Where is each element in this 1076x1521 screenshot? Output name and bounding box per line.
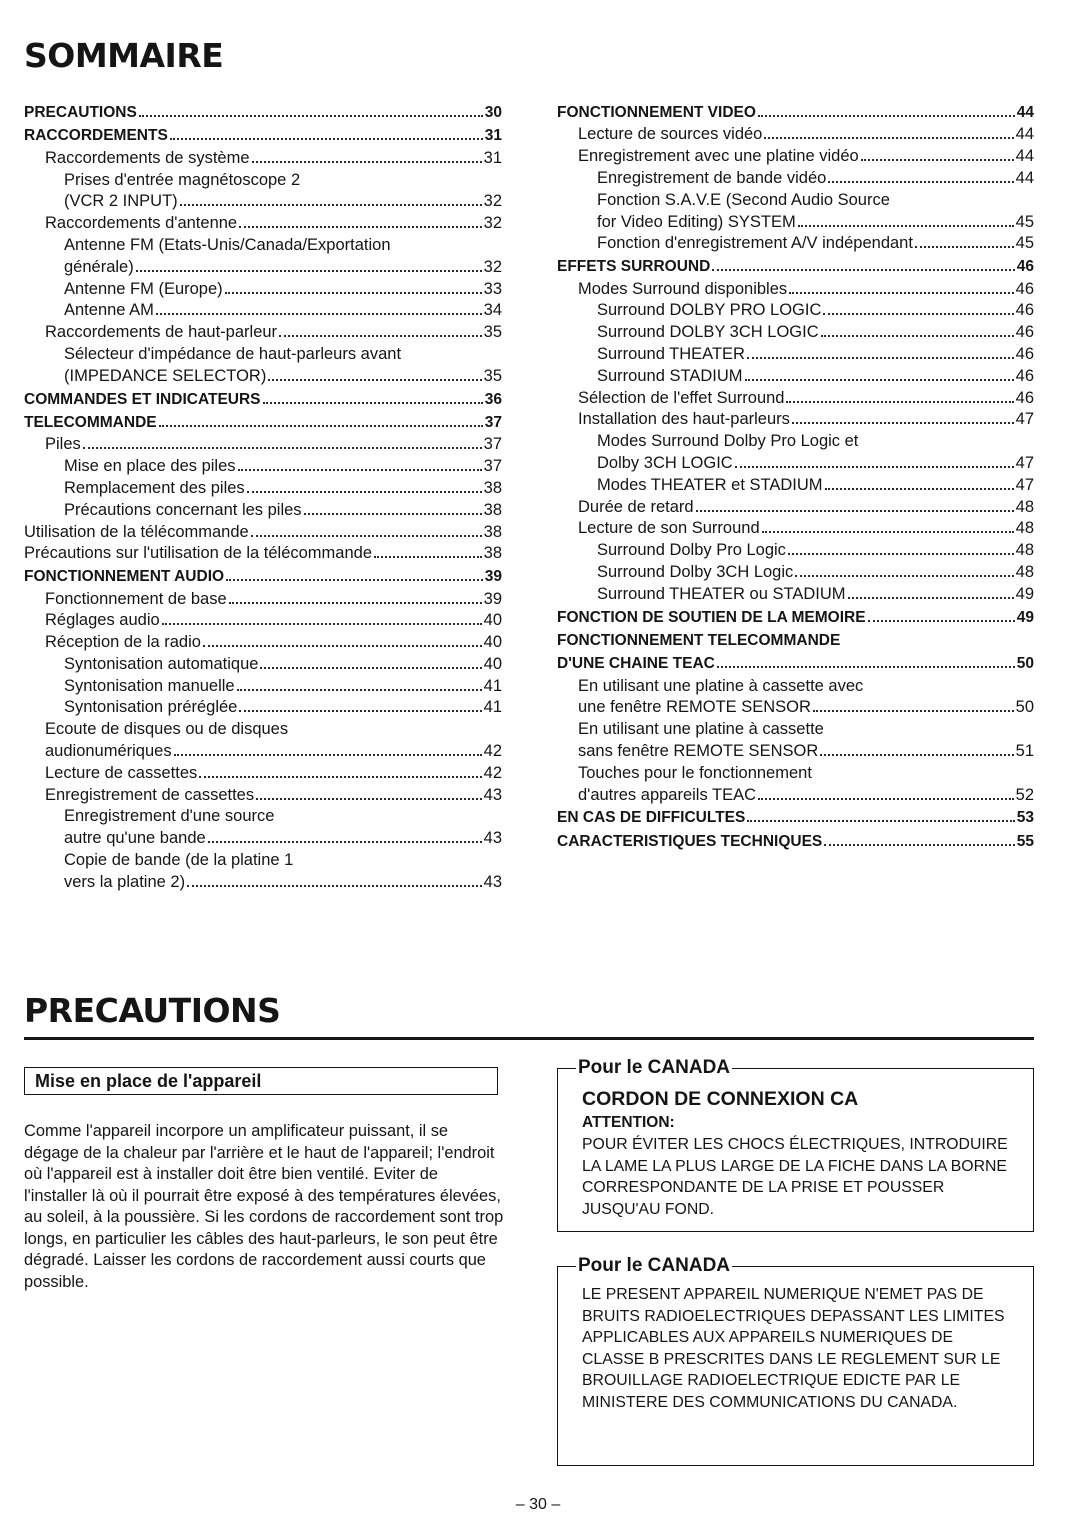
toc-entry — [24, 478, 502, 500]
toc-entry — [24, 828, 502, 850]
toc-leader-dots — [156, 313, 482, 315]
toc-entry-text: Fonction S.A.V.E (Second Audio Source — [597, 190, 890, 209]
toc-entry-text: Sélecteur d'impédance de haut-parleurs avant — [64, 344, 402, 363]
toc-page-number: 55 — [1016, 832, 1034, 850]
section-divider — [24, 1037, 1034, 1040]
toc-entry — [24, 565, 502, 588]
toc-entry — [557, 497, 1034, 519]
toc-entry-text: EFFETS SURROUND — [557, 258, 711, 276]
toc-leader-dots — [848, 597, 1014, 599]
notice-attention-label: ATTENTION: — [582, 1114, 675, 1131]
toc-entry — [24, 872, 502, 894]
toc-leader-dots — [268, 379, 481, 381]
toc-entry — [557, 475, 1034, 497]
toc-entry-text: (IMPEDANCE SELECTOR) — [64, 366, 267, 385]
toc-entry — [24, 101, 502, 124]
toc-page-number: 52 — [1015, 785, 1034, 804]
toc-entry — [557, 562, 1034, 584]
toc-page-number: 41 — [483, 698, 502, 717]
toc-entry — [557, 697, 1034, 719]
toc-page-number: 46 — [1015, 301, 1034, 320]
toc-entry-text: CARACTERISTIQUES TECHNIQUES — [557, 832, 823, 850]
toc-leader-dots — [208, 841, 482, 843]
toc-entry — [557, 366, 1034, 388]
toc-entry — [24, 806, 502, 828]
toc-entry-text: COMMANDES ET INDICATEURS — [24, 390, 261, 408]
toc-entry-text: Enregistrement de bande vidéo — [597, 168, 827, 187]
toc-leader-dots — [159, 425, 483, 427]
toc-leader-dots — [260, 667, 481, 669]
toc-entry — [557, 652, 1034, 675]
toc-entry — [24, 522, 502, 544]
toc-page-number: 46 — [1015, 366, 1034, 385]
toc-entry-text: EN CAS DE DIFFICULTES — [557, 809, 746, 827]
toc-entry-text: Raccordements d'antenne — [45, 214, 238, 233]
toc-leader-dots — [237, 689, 482, 691]
toc-entry — [557, 255, 1034, 278]
toc-entry — [557, 540, 1034, 562]
toc-entry-text: FONCTIONNEMENT VIDEO — [557, 104, 756, 121]
toc-entry-text: Surround Dolby 3CH Logic — [597, 562, 794, 581]
toc-leader-dots — [256, 798, 482, 800]
toc-page-number: 46 — [1016, 258, 1034, 276]
toc-entry — [24, 148, 502, 170]
toc-page-number: 31 — [484, 127, 502, 145]
toc-entry-text: Surround DOLBY 3CH LOGIC — [597, 323, 819, 342]
toc-entry-text: Lecture de sources vidéo — [578, 125, 763, 144]
toc-page-number: 42 — [483, 763, 502, 782]
toc-entry-text: Antenne FM (Etats-Unis/Canada/Exportation — [64, 235, 391, 254]
toc-leader-dots — [263, 402, 483, 404]
toc-entry-text: générale) — [64, 257, 134, 276]
toc-entry-text: Modes Surround disponibles — [578, 279, 788, 298]
toc-leader-dots — [747, 357, 1014, 359]
toc-entry — [24, 543, 502, 565]
notice-legend: Pour le CANADA — [578, 1255, 731, 1276]
toc-leader-dots — [825, 488, 1014, 490]
toc-entry-text: Dolby 3CH LOGIC — [597, 453, 733, 472]
toc-page-number: 53 — [1016, 809, 1034, 827]
toc-entry-text: Surround Dolby Pro Logic — [597, 541, 786, 560]
installation-body-text: Comme l'appareil incorpore un amplificateur puissant, il se dégage de la chaleur par l'arrière et le haut de l'appareil; l'endroit où l'appareil est à installer doit être bien ventilé. Eviter de l'installer là où il pourrait être exposé à des températures élevées, au soleil, à la poussière. Si les cordons de raccordement sont trop longs, en particulier les câbles des haut-parleurs, le son peut être dégradé. Laisser les cordons de raccordement aussi courts que possible. — [24, 1122, 504, 1291]
toc-entry — [557, 629, 1034, 652]
toc-entry — [557, 168, 1034, 190]
toc-leader-dots — [915, 246, 1014, 248]
toc-entry — [24, 322, 502, 344]
toc-entry — [24, 213, 502, 235]
toc-entry-text: Syntonisation automatique — [64, 654, 259, 673]
toc-page-number: 47 — [1015, 410, 1034, 429]
toc-entry-text: (VCR 2 INPUT) — [64, 192, 178, 211]
toc-page-number: 46 — [1015, 279, 1034, 298]
toc-page-number: 46 — [1015, 344, 1034, 363]
toc-leader-dots — [868, 620, 1015, 622]
toc-entry-text: Installation des haut-parleurs — [578, 410, 790, 429]
toc-entry — [557, 830, 1034, 853]
notice-heading: CORDON DE CONNEXION CA — [582, 1088, 859, 1110]
toc-entry — [24, 388, 502, 411]
toc-leader-dots — [795, 575, 1013, 577]
toc-entry-text: une fenêtre REMOTE SENSOR — [578, 698, 811, 717]
toc-entry — [557, 279, 1034, 301]
toc-leader-dots — [789, 292, 1014, 294]
toc-entry-text: Enregistrement avec une platine vidéo — [578, 147, 859, 166]
toc-page-number: 40 — [483, 611, 502, 630]
page-number: – 30 – — [515, 1496, 561, 1513]
toc-page-number: 40 — [483, 633, 502, 652]
toc-leader-dots — [238, 469, 482, 471]
toc-leader-dots — [251, 535, 482, 537]
toc-leader-dots — [247, 491, 482, 493]
toc-page-number: 49 — [1015, 584, 1034, 603]
toc-entry-text: FONCTIONNEMENT AUDIO — [24, 568, 225, 586]
toc-leader-dots — [735, 466, 1014, 468]
toc-leader-dots — [252, 161, 482, 163]
toc-entry-text: d'autres appareils TEAC — [578, 785, 757, 804]
toc-entry-text: Modes THEATER et STADIUM — [597, 475, 823, 494]
toc-entry-text: Enregistrement d'une source — [64, 807, 275, 826]
toc-entry-text: Réception de la radio — [45, 633, 201, 652]
toc-entry — [24, 654, 502, 676]
toc-entry — [24, 124, 502, 147]
toc-entry-text: En utilisant une platine à cassette avec — [578, 676, 864, 695]
toc-entry — [24, 676, 502, 698]
toc-leader-dots — [820, 754, 1013, 756]
toc-page-number: 37 — [483, 435, 502, 454]
toc-page-number: 48 — [1015, 497, 1034, 516]
toc-page-number: 47 — [1015, 453, 1034, 472]
toc-page-number: 44 — [1015, 147, 1034, 166]
toc-page-number: 50 — [1016, 655, 1034, 673]
toc-page-number: 44 — [1015, 168, 1034, 187]
toc-page-number: 46 — [1015, 388, 1034, 407]
toc-entry — [557, 146, 1034, 168]
toc-entry-text: En utilisant une platine à cassette — [578, 720, 824, 739]
toc-entry — [24, 235, 502, 257]
toc-page-number: 30 — [484, 104, 502, 121]
installation-box-title: Mise en place de l'appareil — [24, 1067, 498, 1095]
toc-entry — [557, 322, 1034, 344]
toc-leader-dots — [747, 820, 1014, 822]
toc-page-number: 49 — [1016, 608, 1034, 626]
toc-entry — [557, 344, 1034, 366]
toc-entry-text: Sélection de l'effet Surround — [578, 388, 785, 407]
toc-entry-text: Modes Surround Dolby Pro Logic et — [597, 432, 859, 451]
toc-page-number: 48 — [1015, 519, 1034, 538]
sommaire-title: SOMMAIRE — [24, 36, 224, 75]
toc-entry-text: Réglages audio — [45, 611, 160, 630]
toc-entry-text: Ecoute de disques ou de disques — [45, 720, 289, 739]
toc-entry-text: Surround THEATER — [597, 344, 745, 363]
toc-entry — [557, 233, 1034, 255]
toc-entry — [557, 212, 1034, 234]
toc-entry — [24, 589, 502, 611]
toc-leader-dots — [786, 401, 1013, 403]
notice-text: POUR ÉVITER LES CHOCS ÉLECTRIQUES, INTRODUIRE LA LAME LA PLUS LARGE DE LA FICHE DANS LA BORNE CORRESPONDANTE DE LA PRISE ET POUSSER JUSQU'AU FOND. — [582, 1136, 1008, 1218]
toc-page-number: 47 — [1015, 475, 1034, 494]
toc-page-number: 36 — [484, 390, 502, 408]
toc-entry — [24, 785, 502, 807]
toc-leader-dots — [861, 159, 1014, 161]
toc-entry-text: Antenne AM — [64, 301, 154, 320]
precautions-title: PRECAUTIONS — [24, 991, 281, 1030]
toc-entry-text: Mise en place des piles — [64, 457, 236, 476]
toc-entry — [557, 101, 1034, 124]
toc-leader-dots — [824, 844, 1015, 846]
toc-entry — [24, 411, 502, 434]
toc-page-number: 38 — [483, 478, 502, 497]
toc-entry-text: RACCORDEMENTS — [24, 127, 168, 145]
toc-page-number: 43 — [483, 829, 502, 848]
toc-leader-dots — [136, 270, 482, 272]
toc-entry — [24, 279, 502, 301]
toc-leader-dots — [696, 510, 1014, 512]
toc-entry — [557, 584, 1034, 606]
toc-page-number: 51 — [1015, 742, 1034, 761]
toc-entry — [557, 606, 1034, 629]
toc-entry — [24, 456, 502, 478]
toc-page-number: 48 — [1015, 562, 1034, 581]
toc-entry — [24, 191, 502, 213]
toc-left-column — [24, 101, 502, 894]
toc-page-number: 35 — [483, 366, 502, 385]
toc-entry-text: Précautions concernant les piles — [64, 500, 302, 519]
toc-page-number: 34 — [483, 301, 502, 320]
toc-entry-text: Fonctionnement de base — [45, 589, 227, 608]
toc-entry-text: Raccordements de système — [45, 148, 250, 167]
toc-entry-text: Précautions sur l'utilisation de la télécommande — [24, 544, 372, 563]
toc-entry-text: audionumériques — [45, 742, 172, 761]
toc-page-number: 44 — [1015, 125, 1034, 144]
toc-entry — [557, 409, 1034, 431]
toc-page-number: 43 — [483, 785, 502, 804]
toc-entry — [24, 366, 502, 388]
toc-leader-dots — [823, 313, 1013, 315]
toc-leader-dots — [187, 885, 482, 887]
toc-page-number: 32 — [483, 192, 502, 211]
toc-entry — [24, 300, 502, 322]
toc-entry — [557, 190, 1034, 212]
notice-text: LE PRESENT APPAREIL NUMERIQUE N'EMET PAS DE BRUITS RADIOELECTRIQUES DEPASSANT LES LIMITES APPLICABLES AUX APPAREILS NUMERIQUES DE CLASSE B PRESCRITES DANS LE REGLEMENT SUR LE BROUILLAGE RADIOELECTRIQUE EDICTE PAR LE MINISTERE DES COMMUNICATIONS DU CANADA. — [582, 1286, 1005, 1411]
toc-entry — [24, 763, 502, 785]
toc-page-number: 43 — [483, 872, 502, 891]
toc-page-number: 35 — [483, 323, 502, 342]
canada-ac-cord-notice — [557, 1057, 1034, 1232]
toc-entry-text: Remplacement des piles — [64, 478, 245, 497]
toc-entry-text: FONCTION DE SOUTIEN DE LA MEMOIRE — [557, 608, 866, 626]
toc-entry-text: Enregistrement de cassettes — [45, 785, 255, 804]
toc-leader-dots — [813, 710, 1014, 712]
toc-entry — [557, 719, 1034, 741]
toc-leader-dots — [745, 379, 1014, 381]
toc-leader-dots — [758, 798, 1014, 800]
toc-entry — [557, 676, 1034, 698]
toc-entry — [557, 300, 1034, 322]
toc-entry — [557, 431, 1034, 453]
toc-leader-dots — [792, 422, 1014, 424]
toc-entry-text: Raccordements de haut-parleur — [45, 323, 278, 342]
toc-entry-text: Syntonisation préréglée — [64, 698, 238, 717]
toc-leader-dots — [226, 579, 483, 581]
toc-entry — [557, 453, 1034, 475]
toc-leader-dots — [828, 181, 1013, 183]
toc-entry-text: PRECAUTIONS — [24, 104, 137, 121]
toc-page-number: 46 — [1015, 323, 1034, 342]
toc-entry-text: vers la platine 2) — [64, 872, 186, 891]
toc-leader-dots — [170, 138, 483, 140]
toc-page-number: 38 — [483, 500, 502, 519]
toc-leader-dots — [162, 623, 482, 625]
toc-leader-dots — [174, 754, 482, 756]
toc-page-number: 37 — [484, 413, 502, 431]
canada-digital-apparatus-notice — [557, 1255, 1034, 1466]
toc-entry — [557, 388, 1034, 410]
toc-entry — [557, 785, 1034, 807]
toc-leader-dots — [239, 226, 482, 228]
toc-leader-dots — [764, 137, 1013, 139]
toc-leader-dots — [798, 225, 1014, 227]
toc-leader-dots — [717, 666, 1015, 668]
toc-leader-dots — [225, 292, 482, 294]
toc-page-number: 48 — [1015, 541, 1034, 560]
toc-entry-text: Prises d'entrée magnétoscope 2 — [64, 170, 301, 189]
toc-leader-dots — [374, 556, 482, 558]
toc-entry — [24, 697, 502, 719]
toc-page-number: 39 — [484, 568, 502, 586]
toc-entry — [24, 257, 502, 279]
toc-page-number: 32 — [483, 214, 502, 233]
toc-entry — [557, 124, 1034, 146]
toc-entry — [24, 741, 502, 763]
toc-entry — [24, 500, 502, 522]
toc-page-number: 38 — [483, 544, 502, 563]
toc-entry — [24, 344, 502, 366]
toc-entry-text: Surround STADIUM — [597, 366, 743, 385]
toc-page-number: 42 — [483, 742, 502, 761]
notice-legend: Pour le CANADA — [578, 1057, 731, 1078]
toc-leader-dots — [821, 335, 1014, 337]
toc-page-number: 40 — [483, 654, 502, 673]
toc-page-number: 37 — [483, 457, 502, 476]
toc-entry — [557, 806, 1034, 829]
toc-entry-text: Piles — [45, 435, 81, 454]
toc-page-number: 39 — [483, 589, 502, 608]
toc-entry-text: TELECOMMANDE — [24, 413, 157, 431]
toc-entry — [24, 850, 502, 872]
toc-right-column — [557, 101, 1034, 853]
toc-entry-text: Copie de bande (de la platine 1 — [64, 851, 294, 870]
toc-page-number: 33 — [483, 279, 502, 298]
toc-entry-text: Utilisation de la télécommande — [24, 522, 249, 541]
toc-leader-dots — [239, 710, 481, 712]
toc-leader-dots — [279, 335, 482, 337]
toc-leader-dots — [758, 115, 1015, 117]
toc-leader-dots — [788, 553, 1014, 555]
toc-entry-text: D'UNE CHAINE TEAC — [557, 655, 715, 673]
toc-page-number: 32 — [483, 257, 502, 276]
toc-page-number: 44 — [1016, 104, 1034, 121]
toc-entry-text: Antenne FM (Europe) — [64, 279, 223, 298]
toc-entry — [557, 763, 1034, 785]
toc-entry-text: Syntonisation manuelle — [64, 676, 235, 695]
toc-entry-text: autre qu'une bande — [64, 829, 206, 848]
toc-entry-text: Surround THEATER ou STADIUM — [597, 584, 846, 603]
toc-leader-dots — [83, 447, 482, 449]
toc-leader-dots — [229, 602, 482, 604]
toc-leader-dots — [180, 204, 482, 206]
toc-leader-dots — [139, 115, 483, 117]
toc-entry-text: Lecture de son Surround — [578, 519, 760, 538]
toc-page-number: 41 — [483, 676, 502, 695]
toc-leader-dots — [199, 776, 481, 778]
toc-entry — [557, 518, 1034, 540]
toc-page-number: 31 — [483, 148, 502, 167]
toc-leader-dots — [762, 531, 1014, 533]
toc-entry-text: for Video Editing) SYSTEM — [597, 212, 796, 231]
toc-entry-text: Fonction d'enregistrement A/V indépendant — [597, 234, 913, 253]
toc-entry-text: Surround DOLBY PRO LOGIC — [597, 301, 822, 320]
toc-entry-text: FONCTIONNEMENT TELECOMMANDE — [557, 631, 841, 649]
toc-leader-dots — [304, 513, 482, 515]
toc-entry-text: Lecture de cassettes — [45, 763, 198, 782]
toc-entry — [24, 170, 502, 192]
toc-entry-text: sans fenêtre REMOTE SENSOR — [578, 742, 819, 761]
toc-page-number: 45 — [1015, 234, 1034, 253]
toc-entry — [24, 719, 502, 741]
toc-entry — [24, 610, 502, 632]
toc-entry — [557, 741, 1034, 763]
toc-page-number: 45 — [1015, 212, 1034, 231]
toc-entry — [24, 632, 502, 654]
toc-entry — [24, 434, 502, 456]
toc-entry-text: Touches pour le fonctionnement — [578, 763, 812, 782]
toc-entry-text: Durée de retard — [578, 497, 694, 516]
toc-page-number: 50 — [1015, 698, 1034, 717]
toc-page-number: 38 — [483, 522, 502, 541]
toc-leader-dots — [203, 645, 482, 647]
toc-leader-dots — [712, 269, 1014, 271]
